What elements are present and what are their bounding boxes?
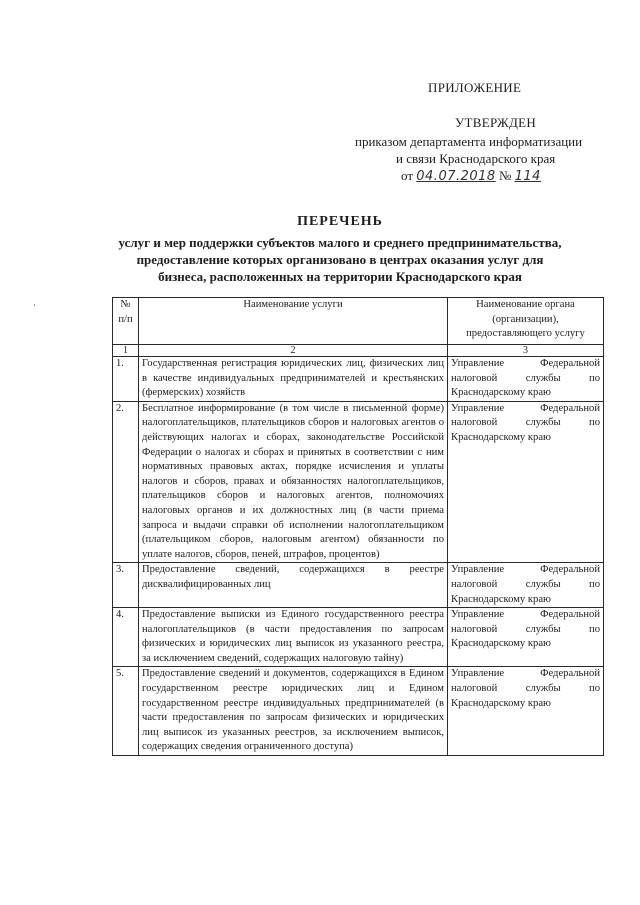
row-organization: Управление Федеральной налоговой службы по Краснодарскому краю <box>448 401 604 563</box>
appendix-label: ПРИЛОЖЕНИЕ <box>428 80 522 95</box>
table-row <box>113 357 604 402</box>
subtitle-line: услуг и мер поддержки субъектов малого и среднего предпринимательства, <box>118 235 562 250</box>
order-date: 04.07.2018 <box>416 169 496 184</box>
document-title: ПЕРЕЧЕНЬ <box>297 214 383 229</box>
row-service: Предоставление сведений, содержащихся в реестре дисквалифицированных лиц <box>139 563 448 608</box>
table-row <box>113 401 604 563</box>
order-line-1: приказом департамента информатизации <box>355 134 583 149</box>
row-organization: Управление Федеральной налоговой службы по Краснодарскому краю <box>448 608 604 667</box>
document-heading <box>80 214 600 285</box>
row-service: Государственная регистрация юридических лиц, физических лиц в качестве индивидуальных предпринимателей и крестьянских (фермерских) хозяйств <box>139 357 448 402</box>
row-number: 3. <box>113 563 139 608</box>
subtitle-line: предоставление которых организовано в центрах оказания услуг для <box>136 252 544 267</box>
header-organization: Наименование органа (организации), предоставляющего услугу <box>448 298 604 345</box>
column-number: 1 <box>113 345 139 357</box>
table-row <box>113 608 604 667</box>
row-number: 4. <box>113 608 139 667</box>
column-numbers-row <box>113 345 604 357</box>
header-service: Наименование услуги <box>139 298 448 345</box>
column-number: 2 <box>139 345 448 357</box>
approved-label: УТВЕРЖДЕН <box>455 115 537 130</box>
services-table <box>112 297 604 756</box>
column-number: 3 <box>448 345 604 357</box>
number-prefix: № <box>498 168 512 183</box>
order-line-2: и связи Краснодарского края <box>396 151 556 166</box>
date-prefix: от <box>401 168 414 183</box>
table-header-row <box>113 298 604 345</box>
table-row <box>113 667 604 756</box>
row-organization: Управление Федеральной налоговой службы по Краснодарскому краю <box>448 357 604 402</box>
row-number: 1. <box>113 357 139 402</box>
row-organization: Управление Федеральной налоговой службы по Краснодарскому краю <box>448 667 604 756</box>
order-number: 114 <box>514 169 541 184</box>
row-number: 2. <box>113 401 139 563</box>
order-date-line <box>401 168 541 184</box>
row-service: Бесплатное информирование (в том числе в письменной форме) налогоплательщиков, плательщиков сборов и налоговых агентов о действующих налогах и сборах, законодательстве Российской Федерации о налогах и сборах и принятых в соответствии с ним нормативных правовых актах, порядке исчисления и уплаты налогов и сборов, правах и обязанностях налогоплательщиков, плательщиков сборов и налоговых агентов, полномочиях налоговых органов и их должностных лиц (в части приема запроса и выдачи справки об исполнении налогоплательщиком (плательщиком сборов, налоговым агентом) обязанности по уплате налогов, сборов, пеней, штрафов, процентов) <box>139 401 448 563</box>
subtitle-line: бизнеса, расположенных на территории Краснодарского края <box>158 269 522 284</box>
row-service: Предоставление сведений и документов, содержащихся в Едином государственном реестре юридических лиц и Едином государственном реестре индивидуальных предпринимателей (в части предоставления по запросам физических и юридических лиц выписок из указанных реестров, за исключением выписок, содержащих сведения ограниченного доступа) <box>139 667 448 756</box>
row-service: Предоставление выписки из Единого государственного реестра налогоплательщиков (в части предоставления по запросам физических и юридических лиц выписок из указанного реестра, за исключением сведений, содержащих налоговую тайну) <box>139 608 448 667</box>
scan-mark <box>34 304 35 306</box>
header-number: № п/п <box>113 298 139 345</box>
table-row <box>113 563 604 608</box>
document-subtitle <box>80 234 600 285</box>
row-organization: Управление Федеральной налоговой службы по Краснодарскому краю <box>448 563 604 608</box>
row-number: 5. <box>113 667 139 756</box>
